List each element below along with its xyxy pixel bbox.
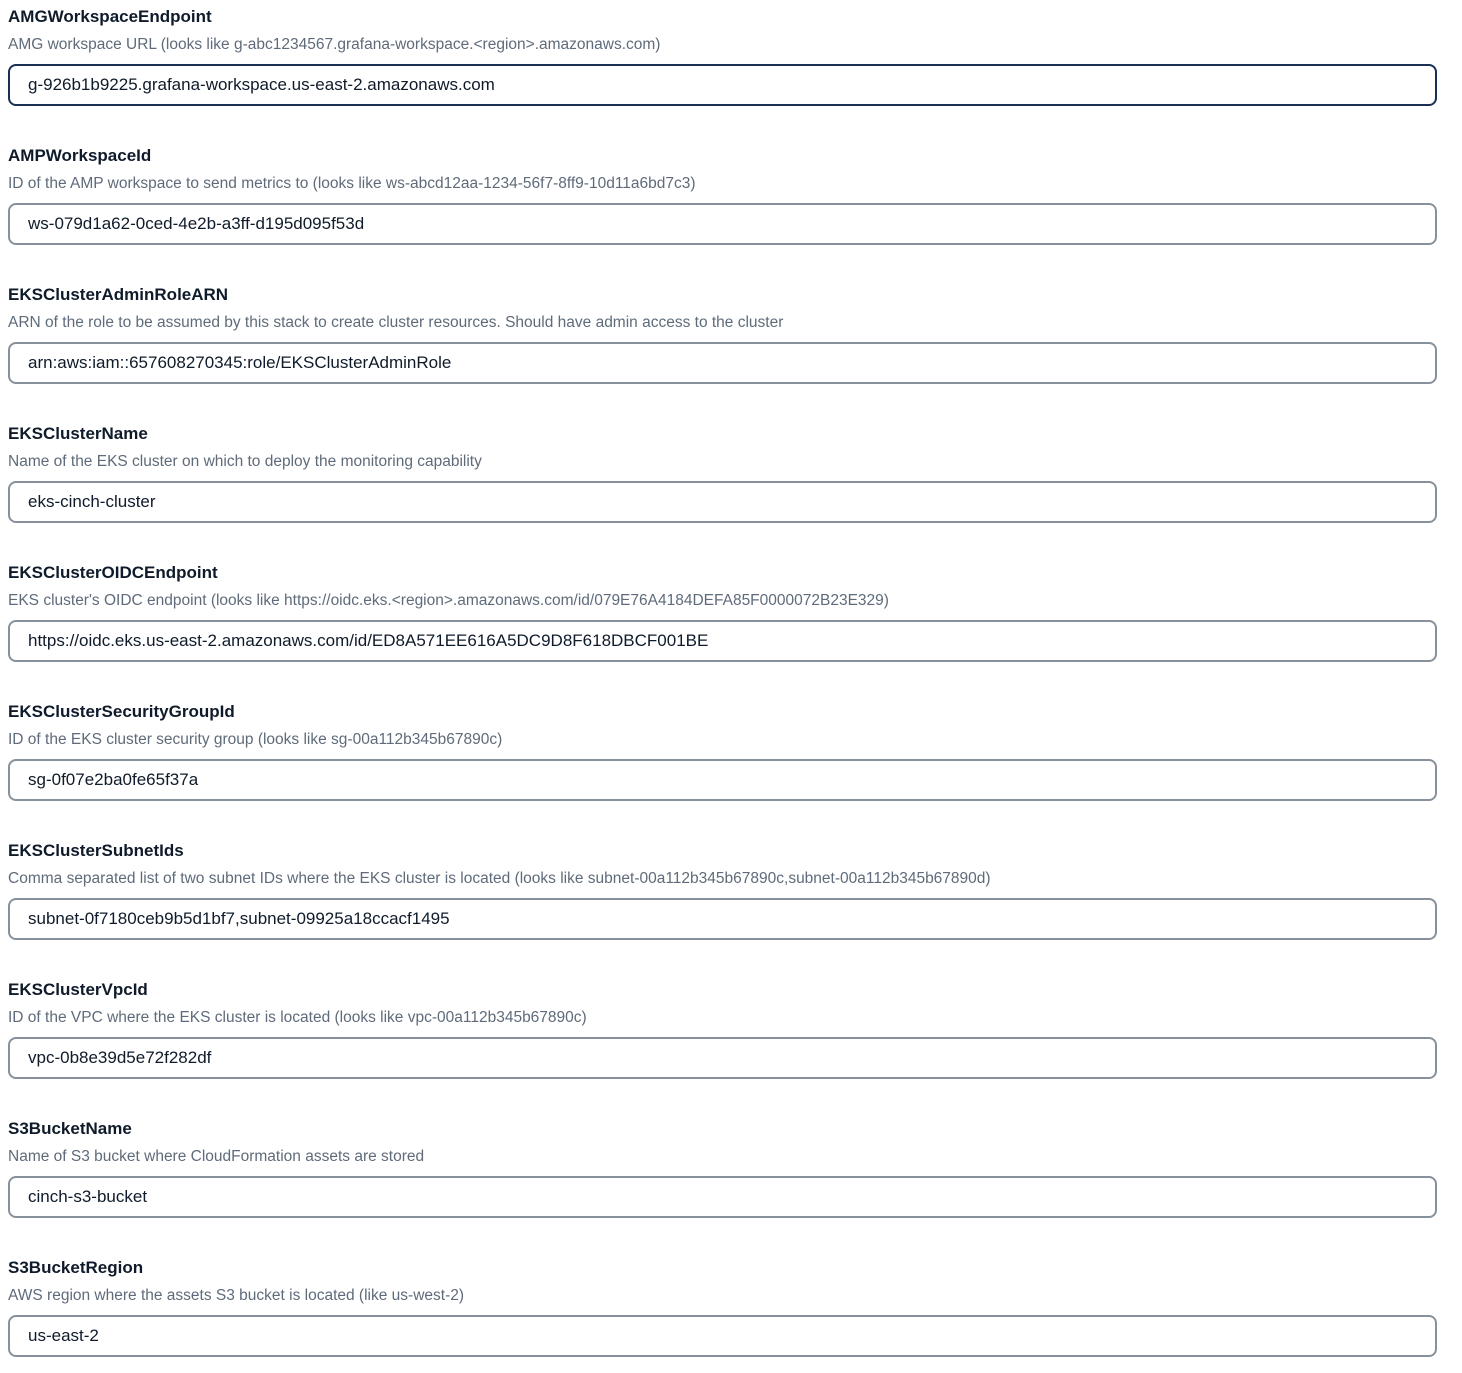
param-description: AWS region where the assets S3 bucket is located (like us-west-2) [8, 1287, 465, 1304]
param-label: EKSClusterName [8, 424, 148, 443]
param-description: Name of the EKS cluster on which to deploy the monitoring capability [8, 453, 482, 470]
param-label: S3BucketRegion [8, 1258, 144, 1277]
param-field-eks-cluster-admin-role-arn [8, 285, 1437, 384]
param-description: ID of the EKS cluster security group (looks like sg-00a112b345b67890c) [8, 731, 503, 748]
param-description: Name of S3 bucket where CloudFormation assets are stored [8, 1148, 425, 1165]
param-description: Comma separated list of two subnet IDs where the EKS cluster is located (looks like subnet-00a112b345b67890c,subnet-00a112b345b67890d) [8, 870, 991, 887]
param-description: ID of the AMP workspace to send metrics to (looks like ws-abcd12aa-1234-56f7-8ff9-10d11a6bd7c3) [8, 175, 696, 192]
param-label: EKSClusterOIDCEndpoint [8, 563, 218, 582]
param-label: EKSClusterSubnetIds [8, 841, 184, 860]
param-field-amp-workspace-id [8, 146, 1437, 245]
param-label: S3BucketName [8, 1119, 132, 1138]
param-field-s3-bucket-region [8, 1258, 1437, 1357]
param-field-eks-cluster-security-group-id [8, 702, 1437, 801]
s3-bucket-region-input[interactable] [8, 1315, 1437, 1357]
eks-cluster-subnet-ids-input[interactable] [8, 898, 1437, 940]
param-description: EKS cluster's OIDC endpoint (looks like https://oidc.eks.<region>.amazonaws.com/id/079E76A4184DEFA85F0000072B23E329) [8, 592, 889, 609]
param-label: EKSClusterSecurityGroupId [8, 702, 235, 721]
param-field-s3-bucket-name [8, 1119, 1437, 1218]
amg-workspace-endpoint-input[interactable] [8, 64, 1437, 106]
eks-cluster-name-input[interactable] [8, 481, 1437, 523]
param-field-eks-cluster-vpc-id [8, 980, 1437, 1079]
param-label: AMPWorkspaceId [8, 146, 152, 165]
s3-bucket-name-input[interactable] [8, 1176, 1437, 1218]
param-description: AMG workspace URL (looks like g-abc1234567.grafana-workspace.<region>.amazonaws.com) [8, 36, 661, 53]
param-description: ARN of the role to be assumed by this stack to create cluster resources. Should have admin access to the cluster [8, 314, 784, 331]
param-field-eks-cluster-subnet-ids [8, 841, 1437, 940]
param-field-eks-cluster-name [8, 424, 1437, 523]
eks-cluster-security-group-id-input[interactable] [8, 759, 1437, 801]
eks-cluster-oidc-endpoint-input[interactable] [8, 620, 1437, 662]
eks-cluster-admin-role-arn-input[interactable] [8, 342, 1437, 384]
param-field-amg-workspace-endpoint [8, 7, 1437, 106]
param-label: AMGWorkspaceEndpoint [8, 7, 212, 26]
param-label: EKSClusterAdminRoleARN [8, 285, 229, 304]
param-description: ID of the VPC where the EKS cluster is located (looks like vpc-00a112b345b67890c) [8, 1009, 587, 1026]
amp-workspace-id-input[interactable] [8, 203, 1437, 245]
param-field-eks-cluster-oidc-endpoint [8, 563, 1437, 662]
eks-cluster-vpc-id-input[interactable] [8, 1037, 1437, 1079]
param-label: EKSClusterVpcId [8, 980, 148, 999]
